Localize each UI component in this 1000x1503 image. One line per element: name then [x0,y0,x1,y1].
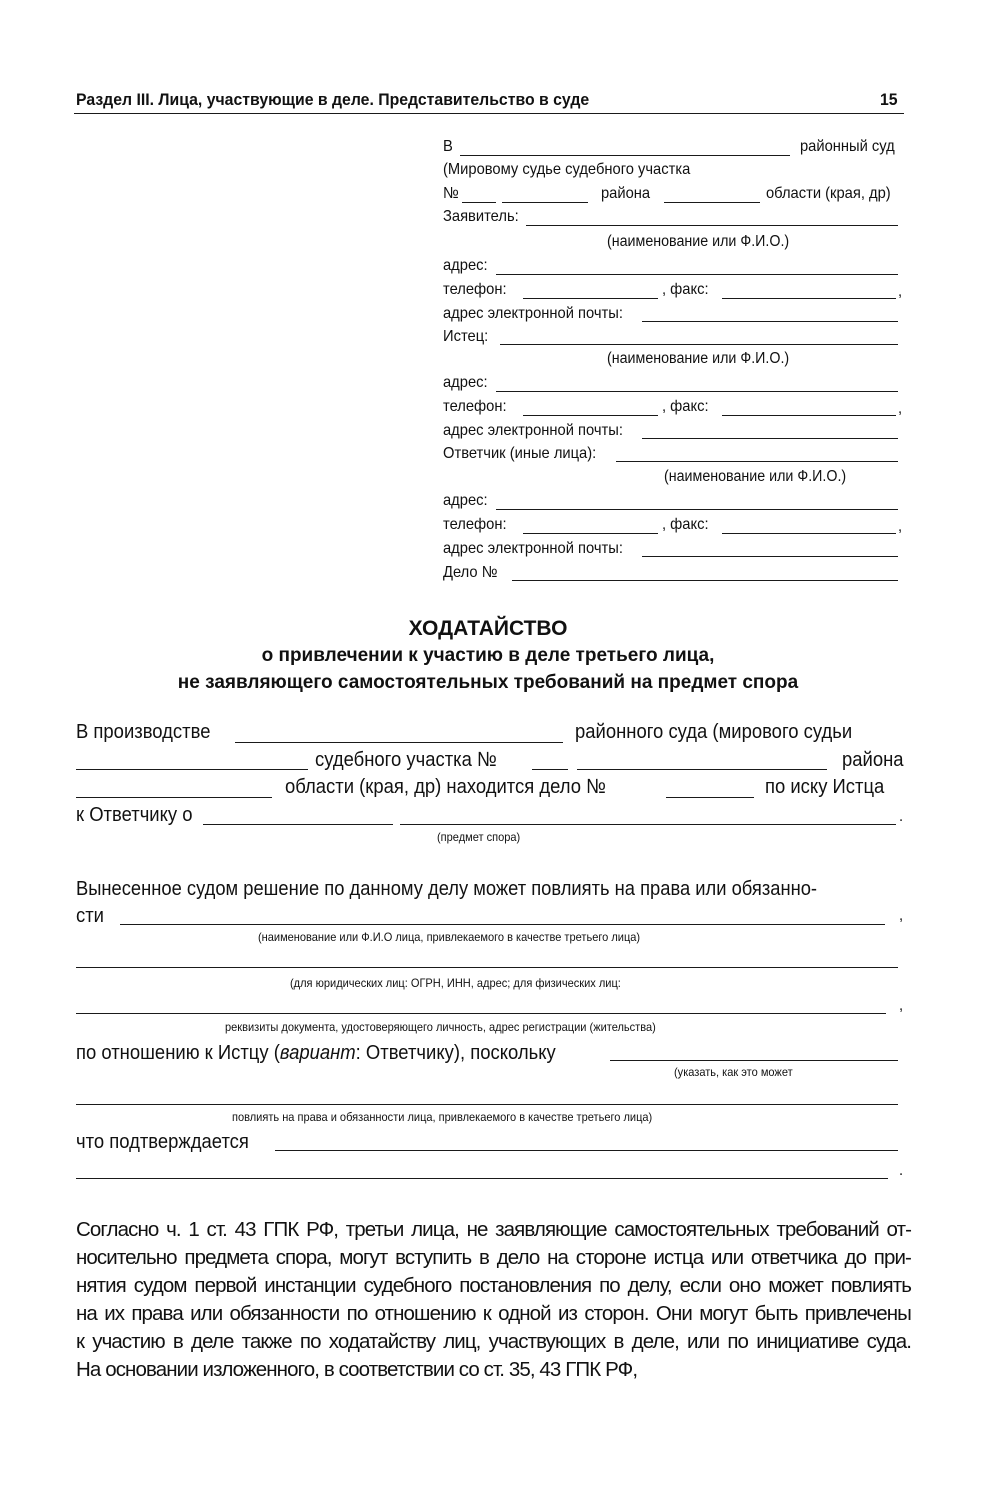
plaintiff-fax-field[interactable] [722,415,896,416]
in-proceedings-label: В производстве [76,720,211,743]
dispute-subject-field[interactable] [203,824,393,825]
document-subtitle-1: о привлечении к участию в деле третьего лица, [261,645,715,666]
reason-field[interactable] [610,1060,898,1061]
page-number: 15 [880,90,898,109]
defendant-phone-field[interactable] [523,533,658,534]
plaintiff-email-label: адрес электронной почты: [443,422,623,439]
header-rule [74,113,904,114]
case-number-body-field[interactable] [666,797,754,798]
plaintiff-phone-label: телефон: [443,398,507,415]
number-prefix: № [443,185,459,202]
applicant-label: Заявитель: [443,208,519,225]
defendant-caption: (наименование или Ф.И.О.) [664,468,847,485]
court-name-field[interactable] [460,155,790,156]
district-label: района [601,185,651,202]
applicant-fax-field[interactable] [722,298,896,299]
court-section-label: судебного участка № [315,748,497,771]
details-caption-2: реквизиты документа, удостоверяющего личность, адрес регистрации (жительства) [225,1020,656,1034]
plaintiff-address-field[interactable] [496,391,898,392]
defendant-fax-field[interactable] [722,533,896,534]
third-party-name-field[interactable] [120,924,885,925]
reason-caption-2: повлиять на права и обязанности лица, привлекаемого в качестве третьего лица) [232,1110,653,1124]
third-party-details-field[interactable] [76,967,898,968]
defendant-fax-comma: , [898,518,903,535]
applicant-email-field[interactable] [642,321,898,322]
subject-period: . [899,808,904,825]
magistrate-line: (Мировому судье судебного участка [443,161,691,178]
evidence-field[interactable] [275,1150,898,1151]
applicant-field[interactable] [526,225,898,226]
reason-field-2[interactable] [76,1104,898,1105]
confirmed-label: что подтверждается [76,1130,249,1153]
third-party-details-field-2[interactable] [76,1013,886,1014]
section-number-field-2[interactable] [502,202,588,203]
court-section-field[interactable] [532,769,568,770]
to-defendant-label: к Ответчику о [76,803,193,826]
defendant-phone-label: телефон: [443,516,507,533]
plaintiff-label: Истец: [443,328,489,345]
section-number-field[interactable] [462,202,496,203]
details-caption-1: (для юридических лиц: ОГРН, ИНН, адрес; для физических лиц: [290,976,621,990]
decision-text-2: сти [76,904,104,927]
plaintiff-field[interactable] [500,344,898,345]
dispute-subject-field-2[interactable] [400,824,896,825]
applicant-caption: (наименование или Ф.И.О.) [607,233,790,250]
district-court-label: районного суда (мирового судьи [575,720,853,743]
court-prefix: В [443,138,453,155]
third-party-comma: , [899,907,904,924]
legal-line-5: к участию в деле также по ходатайству лиц, участвующих в деле, или по инициативе суда. [76,1330,911,1353]
third-party-caption: (наименование или Ф.И.О лица, привлекаемого в качестве третьего лица) [258,930,641,944]
defendant-label: Ответчик (иные лица): [443,445,597,462]
district-field[interactable] [664,202,760,203]
applicant-email-label: адрес электронной почты: [443,305,623,322]
subject-caption: (предмет спора) [437,830,521,844]
document-subtitle-2: не заявляющего самостоятельных требований на предмет спора [177,672,799,693]
document-title: ХОДАТАЙСТВО [408,617,568,640]
magistrate-name-field[interactable] [76,769,308,770]
region-label: области (края, др) [766,185,891,202]
case-number-label: Дело № [443,564,498,581]
legal-line-3: нятия судом первой инстанции судебного постановления по делу, если оно может повлиять [76,1274,911,1297]
defendant-fax-label: , факс: [662,516,709,533]
variant-italic: вариант [279,1041,356,1064]
legal-line-6: На основании изложенного, в соответствии со ст. 35, 43 ГПК РФ, [76,1358,638,1381]
reason-caption-1: (указать, как это может [674,1065,793,1079]
applicant-phone-label: телефон: [443,281,507,298]
defendant-address-label: адрес: [443,492,488,509]
applicant-phone-field[interactable] [523,298,658,299]
plaintiff-phone-field[interactable] [523,415,658,416]
case-number-field[interactable] [512,580,898,581]
defendant-address-field[interactable] [496,509,898,510]
applicant-fax-comma: , [898,283,903,300]
legal-line-1: Согласно ч. 1 ст. 43 ГПК РФ, третьи лица, не заявляющие самостоятельных требований от- [76,1218,911,1241]
plaintiff-address-label: адрес: [443,374,488,391]
legal-paragraph [76,1216,911,1384]
defendant-email-field[interactable] [642,556,898,557]
plaintiff-email-field[interactable] [642,438,898,439]
court-suffix: районный суд [800,138,895,155]
regarding-text: по отношению к Истцу (вариант: Ответчику), поскольку [76,1041,556,1064]
plaintiff-caption: (наименование или Ф.И.О.) [607,350,790,367]
details-comma: , [899,997,904,1014]
district-body-field[interactable] [577,769,827,770]
plaintiff-fax-label: , факс: [662,398,709,415]
applicant-fax-label: , факс: [662,281,709,298]
defendant-field[interactable] [616,461,898,462]
evidence-field-2[interactable] [76,1178,888,1179]
applicant-address-field[interactable] [496,274,898,275]
evidence-period: . [899,1162,904,1179]
running-header: Раздел III. Лица, участвующие в деле. Представительство в суде [76,90,590,109]
plaintiff-fax-comma: , [898,400,903,417]
applicant-address-label: адрес: [443,257,488,274]
court-name-field-body[interactable] [235,742,563,743]
decision-text: Вынесенное судом решение по данному делу может повлиять на права или обязанно- [76,877,818,900]
region-case-label: области (края, др) находится дело № [285,775,606,798]
defendant-email-label: адрес электронной почты: [443,540,623,557]
legal-line-4: на их права или обязанности по отношению к одной из сторон. Они могут быть привлечены [76,1302,911,1325]
region-body-field[interactable] [76,797,272,798]
claim-label: по иску Истца [765,775,885,798]
district-body-label: района [842,748,904,771]
legal-line-2: носительно предмета спора, могут вступить в дело на стороне истца или ответчика до при- [76,1246,911,1269]
